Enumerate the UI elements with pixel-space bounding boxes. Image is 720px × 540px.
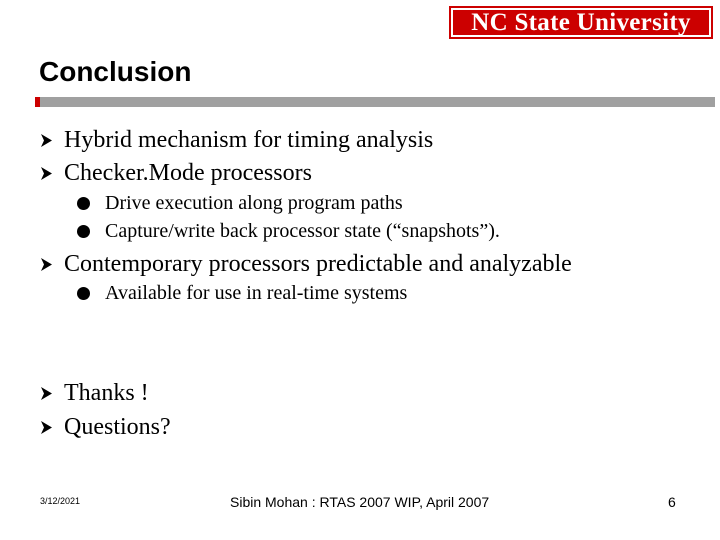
page-number: 6: [668, 494, 676, 510]
bullet-thanks: [40, 378, 149, 408]
nc-state-logo: [449, 6, 713, 39]
arrowhead-icon: [40, 166, 64, 181]
bullet-hybrid-mechanism: [40, 125, 433, 155]
footer-presenter: Sibin Mohan : RTAS 2007 WIP, April 2007: [230, 494, 490, 510]
filled-circle-icon: [77, 197, 90, 210]
filled-circle-icon: [77, 225, 90, 238]
arrowhead-icon: [40, 386, 64, 401]
bullet-text: Questions?: [64, 414, 171, 440]
sub-bullet-real-time-systems: [77, 281, 407, 305]
arrowhead-icon: [40, 420, 64, 435]
title-divider: [35, 97, 715, 107]
title-divider-accent: [35, 97, 40, 107]
bullet-text: Hybrid mechanism for timing analysis: [64, 127, 434, 153]
bullet-checker-mode: [40, 158, 312, 188]
bullet-text: Checker.Mode processors: [64, 160, 312, 186]
logo-text: NC State University: [471, 8, 691, 36]
sub-bullet-drive-execution: [77, 191, 403, 215]
sub-bullet-text: Capture/write back processor state (“snapshots”).: [105, 220, 500, 242]
bullet-contemporary-processors: [40, 249, 572, 279]
footer-date: 3/12/2021: [40, 496, 81, 506]
filled-circle-icon: [77, 287, 90, 300]
slide-title: Conclusion: [39, 56, 192, 87]
sub-bullet-text: Drive execution along program paths: [105, 192, 403, 214]
bullet-text: Contemporary processors predictable and analyzable: [64, 251, 572, 277]
sub-bullet-text: Available for use in real-time systems: [105, 282, 408, 304]
sub-bullet-capture-write-back: [77, 219, 500, 243]
arrowhead-icon: [40, 133, 64, 148]
arrowhead-icon: [40, 257, 64, 272]
bullet-text: Thanks !: [64, 380, 149, 406]
bullet-questions: [40, 412, 171, 442]
